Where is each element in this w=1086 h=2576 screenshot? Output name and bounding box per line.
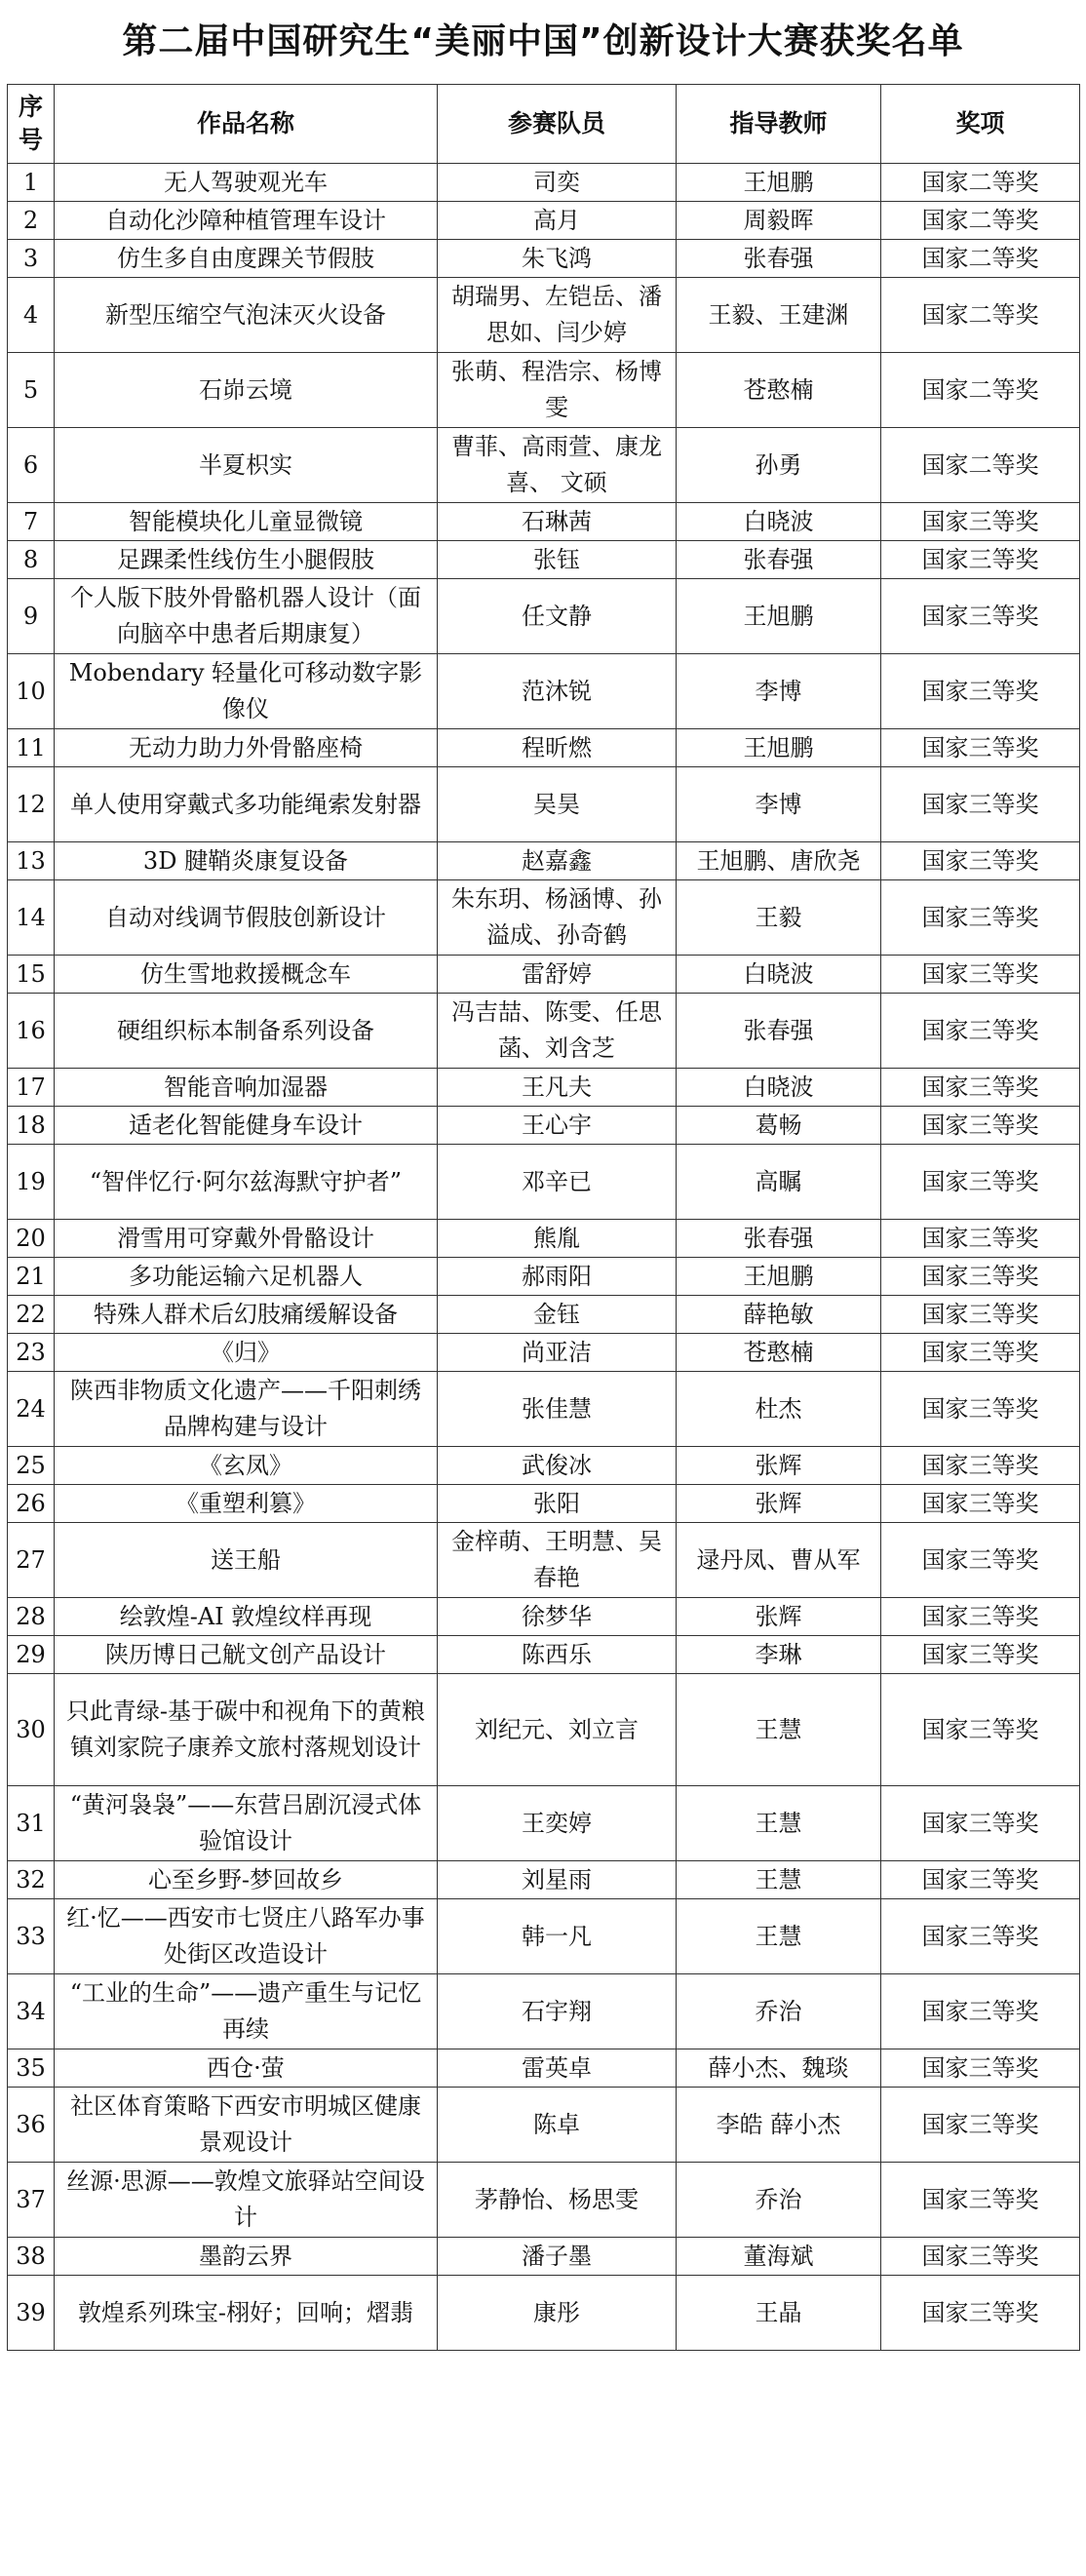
cell-team: 金钰 [438,1296,677,1334]
cell-work: “工业的生命”——遗产重生与记忆再续 [55,1974,438,2049]
cell-index: 9 [8,579,55,654]
cell-index: 27 [8,1523,55,1598]
cell-index: 18 [8,1107,55,1145]
cell-index: 12 [8,767,55,842]
table-row [8,1598,1080,1636]
table-row [8,541,1080,579]
cell-team: 刘星雨 [438,1861,677,1899]
table-row [8,202,1080,240]
cell-advisor: 苍憨楠 [677,1334,881,1372]
cell-advisor: 杜杰 [677,1372,881,1447]
table-row [8,1899,1080,1974]
cell-team: 潘子墨 [438,2238,677,2276]
cell-advisor: 薛小杰、魏琰 [677,2049,881,2088]
cell-advisor: 孙勇 [677,428,881,503]
cell-index: 5 [8,353,55,428]
cell-award: 国家三等奖 [881,1861,1080,1899]
cell-team: 吴昊 [438,767,677,842]
cell-advisor: 高瞩 [677,1145,881,1220]
table-row [8,842,1080,880]
cell-work: 单人使用穿戴式多功能绳索发射器 [55,767,438,842]
cell-advisor: 王旭鹏 [677,579,881,654]
cell-team: 雷英卓 [438,2049,677,2088]
cell-advisor: 薛艳敏 [677,1296,881,1334]
cell-index: 4 [8,278,55,353]
cell-team: 熊胤 [438,1220,677,1258]
table-row [8,1674,1080,1786]
cell-advisor: 周毅晖 [677,202,881,240]
cell-team: 石宇翔 [438,1974,677,2049]
cell-team: 胡瑞男、左铠岳、潘思如、闫少婷 [438,278,677,353]
cell-advisor: 王旭鹏 [677,164,881,202]
table-row [8,1220,1080,1258]
cell-team: 石琳茜 [438,503,677,541]
cell-work: 智能模块化儿童显微镜 [55,503,438,541]
header-award: 奖项 [881,85,1080,164]
table-row [8,767,1080,842]
award-table [7,84,1080,2351]
cell-advisor: 李博 [677,767,881,842]
cell-award: 国家三等奖 [881,1447,1080,1485]
cell-index: 22 [8,1296,55,1334]
table-row [8,956,1080,994]
cell-advisor: 王慧 [677,1674,881,1786]
table-row [8,278,1080,353]
cell-index: 35 [8,2049,55,2088]
cell-index: 13 [8,842,55,880]
table-row [8,1145,1080,1220]
cell-work: 特殊人群术后幻肢痛缓解设备 [55,1296,438,1334]
cell-team: 王心宇 [438,1107,677,1145]
cell-advisor: 张春强 [677,240,881,278]
cell-work: 无人驾驶观光车 [55,164,438,202]
cell-work: 陕西非物质文化遗产——千阳刺绣品牌构建与设计 [55,1372,438,1447]
cell-work: 送王船 [55,1523,438,1598]
cell-team: 韩一凡 [438,1899,677,1974]
cell-award: 国家三等奖 [881,994,1080,1069]
cell-team: 冯吉喆、陈雯、任思菡、刘含芝 [438,994,677,1069]
cell-team: 曹菲、高雨萱、康龙喜、 文硕 [438,428,677,503]
cell-work: Mobendary 轻量化可移动数字影像仪 [55,654,438,729]
cell-index: 38 [8,2238,55,2276]
cell-team: 陈卓 [438,2088,677,2163]
cell-advisor: 王毅 [677,880,881,956]
cell-advisor: 王旭鹏、唐欣尧 [677,842,881,880]
cell-advisor: 白晓波 [677,956,881,994]
cell-advisor: 白晓波 [677,503,881,541]
cell-index: 15 [8,956,55,994]
cell-work: 只此青绿-基于碳中和视角下的黄粮镇刘家院子康养文旅村落规划设计 [55,1674,438,1786]
cell-award: 国家二等奖 [881,240,1080,278]
table-row [8,1485,1080,1523]
cell-team: 王凡夫 [438,1069,677,1107]
table-row [8,2049,1080,2088]
table-body [8,164,1080,2351]
cell-advisor: 张辉 [677,1485,881,1523]
cell-award: 国家三等奖 [881,1372,1080,1447]
table-row [8,240,1080,278]
cell-advisor: 张辉 [677,1598,881,1636]
cell-award: 国家三等奖 [881,1523,1080,1598]
cell-advisor: 苍憨楠 [677,353,881,428]
cell-award: 国家二等奖 [881,164,1080,202]
table-row [8,654,1080,729]
cell-work: 墨韵云界 [55,2238,438,2276]
table-row [8,2088,1080,2163]
cell-award: 国家三等奖 [881,1974,1080,2049]
header-team: 参赛队员 [438,85,677,164]
cell-award: 国家三等奖 [881,654,1080,729]
cell-team: 任文静 [438,579,677,654]
cell-advisor: 王旭鹏 [677,1258,881,1296]
cell-work: 仿生雪地救援概念车 [55,956,438,994]
cell-team: 徐梦华 [438,1598,677,1636]
cell-index: 30 [8,1674,55,1786]
cell-work: 足踝柔性线仿生小腿假肢 [55,541,438,579]
cell-team: 郝雨阳 [438,1258,677,1296]
cell-advisor: 李琳 [677,1636,881,1674]
cell-work: 《重塑利篡》 [55,1485,438,1523]
cell-index: 3 [8,240,55,278]
cell-award: 国家三等奖 [881,503,1080,541]
document-title: 第二届中国研究生“美丽中国”创新设计大赛获奖名单 [122,21,964,61]
table-row [8,2276,1080,2351]
cell-team: 张钰 [438,541,677,579]
cell-team: 雷舒婷 [438,956,677,994]
table-row [8,1258,1080,1296]
cell-award: 国家三等奖 [881,842,1080,880]
cell-work: 社区体育策略下西安市明城区健康景观设计 [55,2088,438,2163]
cell-advisor: 李皓 薛小杰 [677,2088,881,2163]
header-index: 序号 [8,85,55,164]
cell-index: 32 [8,1861,55,1899]
cell-work: 个人版下肢外骨骼机器人设计（面向脑卒中患者后期康复） [55,579,438,654]
cell-team: 高月 [438,202,677,240]
cell-index: 33 [8,1899,55,1974]
cell-team: 朱飞鸿 [438,240,677,278]
cell-advisor: 乔治 [677,1974,881,2049]
cell-work: 滑雪用可穿戴外骨骼设计 [55,1220,438,1258]
cell-index: 17 [8,1069,55,1107]
cell-work: 石峁云境 [55,353,438,428]
cell-award: 国家三等奖 [881,1220,1080,1258]
cell-advisor: 张春强 [677,994,881,1069]
cell-work: 《玄凤》 [55,1447,438,1485]
table-row [8,1334,1080,1372]
cell-index: 19 [8,1145,55,1220]
cell-award: 国家三等奖 [881,1334,1080,1372]
cell-team: 程昕燃 [438,729,677,767]
table-row [8,428,1080,503]
cell-work: 多功能运输六足机器人 [55,1258,438,1296]
cell-index: 31 [8,1786,55,1861]
cell-work: 新型压缩空气泡沫灭火设备 [55,278,438,353]
cell-work: 无动力助力外骨骼座椅 [55,729,438,767]
cell-advisor: 张春强 [677,541,881,579]
cell-work: 陕历博日己觥文创产品设计 [55,1636,438,1674]
cell-award: 国家三等奖 [881,2163,1080,2238]
cell-award: 国家三等奖 [881,956,1080,994]
cell-team: 康彤 [438,2276,677,2351]
cell-award: 国家三等奖 [881,2088,1080,2163]
table-row [8,2163,1080,2238]
cell-team: 张佳慧 [438,1372,677,1447]
cell-award: 国家三等奖 [881,767,1080,842]
cell-team: 尚亚洁 [438,1334,677,1372]
cell-index: 7 [8,503,55,541]
cell-work: “黄河袅袅”——东营吕剧沉浸式体验馆设计 [55,1786,438,1861]
cell-award: 国家三等奖 [881,541,1080,579]
table-row [8,880,1080,956]
table-row [8,1861,1080,1899]
cell-work: 仿生多自由度踝关节假肢 [55,240,438,278]
cell-award: 国家三等奖 [881,579,1080,654]
cell-team: 邓辛已 [438,1145,677,1220]
cell-index: 26 [8,1485,55,1523]
cell-work: 自动对线调节假肢创新设计 [55,880,438,956]
cell-award: 国家三等奖 [881,1145,1080,1220]
cell-advisor: 李博 [677,654,881,729]
cell-work: 智能音响加湿器 [55,1069,438,1107]
table-row [8,1107,1080,1145]
cell-team: 金梓萌、王明慧、吴春艳 [438,1523,677,1598]
cell-work: 丝源·思源——敦煌文旅驿站空间设计 [55,2163,438,2238]
cell-award: 国家三等奖 [881,1107,1080,1145]
cell-work: 半夏枳实 [55,428,438,503]
cell-advisor: 王慧 [677,1899,881,1974]
table-row [8,1974,1080,2049]
cell-award: 国家三等奖 [881,2238,1080,2276]
cell-award: 国家二等奖 [881,353,1080,428]
cell-index: 14 [8,880,55,956]
cell-index: 34 [8,1974,55,2049]
cell-award: 国家三等奖 [881,1485,1080,1523]
cell-advisor: 王晶 [677,2276,881,2351]
table-row [8,1523,1080,1598]
cell-work: 敦煌系列珠宝-栩好；回响；熠翡 [55,2276,438,2351]
cell-index: 39 [8,2276,55,2351]
cell-index: 25 [8,1447,55,1485]
cell-award: 国家三等奖 [881,1786,1080,1861]
cell-index: 37 [8,2163,55,2238]
cell-advisor: 王旭鹏 [677,729,881,767]
cell-team: 范沐锐 [438,654,677,729]
cell-award: 国家三等奖 [881,1296,1080,1334]
table-row [8,1296,1080,1334]
cell-index: 10 [8,654,55,729]
table-row [8,1636,1080,1674]
cell-index: 6 [8,428,55,503]
cell-award: 国家三等奖 [881,1069,1080,1107]
table-row [8,164,1080,202]
cell-team: 刘纪元、刘立言 [438,1674,677,1786]
table-row [8,503,1080,541]
cell-advisor: 逯丹凤、曹从军 [677,1523,881,1598]
cell-work: 《归》 [55,1334,438,1372]
cell-index: 8 [8,541,55,579]
cell-index: 28 [8,1598,55,1636]
cell-award: 国家三等奖 [881,1258,1080,1296]
cell-award: 国家三等奖 [881,1598,1080,1636]
cell-award: 国家三等奖 [881,1899,1080,1974]
cell-advisor: 白晓波 [677,1069,881,1107]
cell-index: 23 [8,1334,55,1372]
header-advisor: 指导教师 [677,85,881,164]
cell-index: 29 [8,1636,55,1674]
cell-award: 国家三等奖 [881,2276,1080,2351]
cell-team: 张萌、程浩宗、杨博雯 [438,353,677,428]
cell-award: 国家三等奖 [881,1636,1080,1674]
cell-team: 朱东玥、杨涵博、孙溢成、孙奇鹤 [438,880,677,956]
cell-award: 国家二等奖 [881,278,1080,353]
cell-team: 武俊冰 [438,1447,677,1485]
table-row [8,1372,1080,1447]
cell-index: 11 [8,729,55,767]
cell-index: 2 [8,202,55,240]
cell-advisor: 葛畅 [677,1107,881,1145]
cell-award: 国家三等奖 [881,729,1080,767]
cell-index: 24 [8,1372,55,1447]
cell-award: 国家三等奖 [881,1674,1080,1786]
cell-advisor: 董海斌 [677,2238,881,2276]
cell-team: 王奕婷 [438,1786,677,1861]
table-row [8,2238,1080,2276]
cell-team: 张阳 [438,1485,677,1523]
header-work: 作品名称 [55,85,438,164]
cell-team: 陈西乐 [438,1636,677,1674]
cell-team: 司奕 [438,164,677,202]
cell-work: “智伴忆行·阿尔兹海默守护者” [55,1145,438,1220]
cell-work: 3D 腱鞘炎康复设备 [55,842,438,880]
cell-work: 西仓·萤 [55,2049,438,2088]
cell-advisor: 张辉 [677,1447,881,1485]
cell-team: 茅静怡、杨思雯 [438,2163,677,2238]
table-row [8,994,1080,1069]
cell-award: 国家二等奖 [881,202,1080,240]
cell-advisor: 王慧 [677,1786,881,1861]
table-header-row [8,85,1080,164]
table-row [8,353,1080,428]
cell-work: 红·忆——西安市七贤庄八路军办事处街区改造设计 [55,1899,438,1974]
cell-index: 16 [8,994,55,1069]
cell-work: 绘敦煌-AI 敦煌纹样再现 [55,1598,438,1636]
cell-work: 心至乡野-梦回故乡 [55,1861,438,1899]
cell-team: 赵嘉鑫 [438,842,677,880]
table-row [8,1069,1080,1107]
table-row [8,1447,1080,1485]
cell-award: 国家三等奖 [881,2049,1080,2088]
cell-index: 36 [8,2088,55,2163]
cell-advisor: 乔治 [677,2163,881,2238]
cell-award: 国家二等奖 [881,428,1080,503]
table-row [8,729,1080,767]
cell-work: 自动化沙障种植管理车设计 [55,202,438,240]
cell-work: 硬组织标本制备系列设备 [55,994,438,1069]
cell-index: 21 [8,1258,55,1296]
cell-index: 1 [8,164,55,202]
table-row [8,1786,1080,1861]
cell-advisor: 王毅、王建渊 [677,278,881,353]
table-row [8,579,1080,654]
cell-award: 国家三等奖 [881,880,1080,956]
cell-work: 适老化智能健身车设计 [55,1107,438,1145]
cell-index: 20 [8,1220,55,1258]
cell-advisor: 张春强 [677,1220,881,1258]
cell-advisor: 王慧 [677,1861,881,1899]
